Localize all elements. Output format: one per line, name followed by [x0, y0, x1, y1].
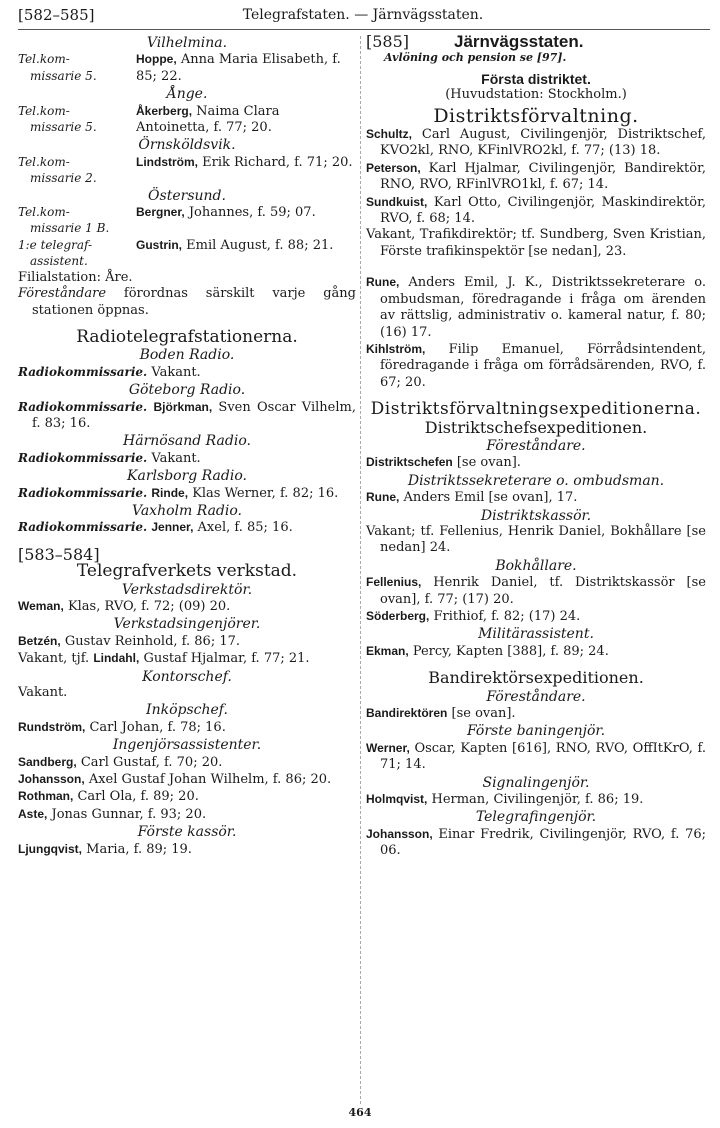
person-details: Herman, Civilingenjör, f. 86; 19. — [431, 792, 644, 808]
person-details: Vakant. — [151, 450, 201, 466]
forvaltning-heading: Distriktsförvaltning. — [433, 104, 639, 127]
person-details: Gustaf Hjalmar, f. 77; 21. — [143, 651, 310, 667]
right-column — [366, 34, 706, 860]
radio-station-name: Boden Radio. — [139, 347, 235, 364]
huvudstation: (Huvudstation: Stockholm.) — [445, 87, 627, 103]
person-details: Carl Ola, f. 89; 20. — [77, 789, 199, 805]
person-name: Weman, — [18, 599, 64, 613]
radio-station-name: Karlsborg Radio. — [127, 468, 247, 485]
person-name: Bandirektören — [366, 706, 448, 721]
person-details: Gustav Reinhold, f. 86; 17. — [64, 633, 241, 649]
person-details: Jonas Gunnar, f. 93; 20. — [51, 806, 207, 822]
person-name: Kihlström, — [366, 341, 426, 356]
person-details: Vakant. — [18, 685, 68, 701]
radio-heading: Radiotelegrafstationerna. — [76, 326, 298, 347]
person-entry — [366, 705, 706, 722]
title-line: missarie 5. — [30, 68, 97, 83]
radio-list — [18, 347, 356, 536]
column-separator — [360, 36, 361, 1104]
section-ref: [585] — [366, 32, 410, 51]
person-entry — [18, 788, 356, 805]
person-entry — [366, 227, 706, 260]
station-name: Östersund. — [148, 187, 226, 204]
role-heading: Förste baningenjör. — [466, 723, 606, 740]
station-title — [18, 154, 136, 187]
role-heading: Inköpschef. — [146, 702, 228, 719]
station-entry — [18, 154, 356, 187]
station-person — [136, 154, 356, 187]
person-entry — [18, 841, 356, 858]
title-line: missarie 2. — [30, 171, 97, 186]
person-details: Henrik Daniel, tf. Distriktskassör [se ovan], f. 77; (17) 20. — [380, 575, 706, 607]
title-line: missarie 5. — [30, 120, 97, 135]
station-person — [136, 103, 356, 137]
person-name: Werner, — [366, 740, 410, 755]
role-heading: Föreståndare. — [486, 437, 586, 454]
expeditions-heading: Distriktsförvaltningsexpeditionerna. — [370, 399, 702, 420]
person-name: Aste, — [18, 806, 48, 821]
person-entry — [18, 598, 356, 615]
section-ref: [583–584] — [18, 544, 100, 564]
person-entry — [18, 633, 356, 650]
radio-title: Radiokommissarie. — [18, 485, 148, 500]
person-name: Johansson, — [18, 772, 85, 787]
person-entry — [366, 643, 706, 660]
person-details: Vakant, Trafikdirektör; tf. Sundberg, Sven Kristian, Förste trafikinspektör [se nedan], 23. — [366, 227, 706, 259]
station-entry — [18, 51, 356, 85]
person-name: Johansson, — [366, 826, 433, 841]
person-name: Gustrin, — [136, 237, 183, 252]
person-entry — [18, 806, 356, 823]
person-details: Sven Oscar Vilhelm, f. 83; 16. — [32, 399, 356, 431]
person-name: Sandberg, — [18, 754, 77, 769]
radio-title: Radiokommissarie. — [18, 520, 148, 535]
running-title: Telegrafstaten. — Järnvägsstaten. — [242, 7, 484, 23]
person-entry — [366, 791, 706, 808]
person-entry — [366, 454, 706, 471]
avloning-note: Avlöning och pension se [97]. — [384, 51, 567, 65]
person-details: Naima Clara Antoinetta, f. 77; 20. — [136, 103, 280, 136]
person-details: Vakant. — [151, 364, 201, 380]
left-column — [18, 34, 356, 858]
station-title — [18, 237, 136, 270]
person-details: [se ovan]. — [451, 706, 516, 722]
station-entry — [18, 237, 356, 270]
person-details: Einar Fredrik, Civilingenjör, RVO, f. 76; 06. — [380, 826, 706, 859]
station-entry — [18, 103, 356, 137]
person-details: Karl Hjalmar, Civilingenjör, Bandirektör, RNO, RVO, RFinlVRO1kl, f. 67; 14. — [380, 160, 707, 193]
person-entry — [366, 126, 706, 160]
person-name: Lindström, — [136, 154, 198, 169]
person-name: Rune, — [366, 275, 400, 290]
radio-entry — [18, 364, 356, 381]
person-name: Betzén, — [18, 633, 61, 648]
title-line: 1:e telegraf- — [18, 237, 93, 252]
verkstad-heading: Telegrafverkets verkstad. — [76, 561, 298, 582]
entry-prefix: Vakant, tjf. — [18, 651, 90, 667]
title-line: Tel.kom- — [18, 154, 70, 169]
band-list — [366, 689, 706, 860]
radio-title: Radiokommissarie. — [18, 364, 148, 379]
role-heading: Bokhållare. — [495, 557, 577, 574]
person-details: Carl Johan, f. 78; 16. — [89, 719, 226, 735]
title-line: assistent. — [30, 254, 88, 269]
person-name: Rothman, — [18, 789, 74, 804]
person-entry — [366, 608, 706, 625]
district-heading: Första distriktet. — [481, 70, 591, 87]
role-heading: Signalingenjör. — [482, 774, 590, 791]
station-name: Vilhelmina. — [146, 35, 228, 51]
station-person — [136, 237, 356, 270]
person-entry — [18, 754, 356, 771]
person-details: Anders Emil, J. K., Distriktssekreterare o. ombudsman, föredragande i fråga om ärenden av rättslig, administrativ o. kameral natur, f. 80; (16) 17. — [380, 275, 706, 340]
person-details: Emil August, f. 88; 21. — [186, 237, 334, 253]
radio-title: Radiokommissarie. — [18, 450, 148, 465]
title-line: Tel.kom- — [18, 205, 70, 220]
chef-heading: Distriktschefsexpeditionen. — [424, 417, 648, 437]
person-details: Johannes, f. 59; 07. — [188, 205, 316, 221]
person-entry — [366, 160, 706, 194]
role-heading: Distriktskassör. — [480, 507, 592, 524]
person-name: Rinde, — [151, 485, 189, 500]
person-entry — [18, 771, 356, 788]
person-details: Percy, Kapten [388], f. 89; 24. — [412, 643, 609, 659]
page-number: 464 — [348, 1106, 372, 1119]
person-name: Björkman, — [153, 399, 213, 414]
person-name: Jenner, — [151, 520, 194, 535]
person-details: Carl August, Civilingenjör, Distriktschef, KVO2kl, RNO, KFinlVRO2kl, f. 77; (13) 18. — [380, 127, 706, 159]
person-details: Anna Maria Elisabeth, f. 85; 22. — [136, 52, 341, 84]
person-entry — [366, 524, 706, 557]
person-name: Fellenius, — [366, 575, 422, 590]
title-line: Tel.kom- — [18, 52, 70, 67]
person-details: Vakant; tf. Fellenius, Henrik Daniel, Bokhållare [se nedan] 24. — [366, 523, 706, 556]
person-details: Axel Gustaf Johan Wilhelm, f. 86; 20. — [88, 772, 332, 788]
station-list — [18, 35, 356, 270]
person-entry — [366, 194, 706, 228]
station-entry — [18, 204, 356, 237]
person-details: Carl Gustaf, f. 70; 20. — [80, 754, 223, 770]
title-line: missarie 1 B. — [30, 221, 110, 236]
station-title — [18, 103, 136, 137]
person-name: Distriktschefen — [366, 455, 453, 470]
person-entry — [366, 489, 706, 506]
radio-entry — [18, 450, 356, 467]
radio-station-name: Göteborg Radio. — [128, 382, 246, 399]
person-details: Oscar, Kapten [616], RNO, RVO, OffItKrO, f. 71; 14. — [380, 740, 706, 773]
person-name: Rundström, — [18, 719, 86, 734]
person-entry — [366, 574, 706, 608]
verkstad-list — [18, 582, 356, 859]
radio-entry — [18, 485, 356, 502]
section-title — [366, 34, 706, 50]
filial-station: Filialstation: Åre. — [18, 269, 133, 285]
person-name: Ekman, — [366, 643, 409, 658]
person-entry — [366, 826, 706, 860]
radio-entry — [18, 519, 356, 536]
person-name: Ljungqvist, — [18, 841, 82, 856]
role-heading: Distriktssekreterare o. ombudsman. — [407, 472, 665, 489]
role-heading: Kontorschef. — [142, 668, 232, 685]
person-entry — [18, 719, 356, 736]
section-heading: Järnvägsstaten. — [454, 32, 584, 51]
person-details: Klas Werner, f. 82; 16. — [192, 485, 339, 501]
role-heading: Förste kassör. — [137, 824, 237, 841]
role-heading: Verkstadsdirektör. — [121, 581, 253, 598]
role-heading: Ingenjörsassistenter. — [112, 737, 262, 754]
person-details: Maria, f. 89; 19. — [86, 841, 192, 857]
person-name: Rune, — [366, 490, 400, 505]
chef-list — [366, 438, 706, 660]
role-heading: Föreståndare. — [486, 688, 586, 705]
person-details: [se ovan]. — [456, 455, 521, 471]
person-name: Sundkuist, — [366, 194, 428, 209]
person-entry — [366, 341, 706, 391]
page-range: [582–585] — [18, 6, 95, 24]
person-details: Erik Richard, f. 71; 20. — [202, 154, 353, 170]
person-entry — [18, 685, 356, 701]
role-heading: Verkstadsingenjörer. — [113, 616, 261, 633]
person-details: Filip Emanuel, Förrådsintendent, föredragande i fråga om förrådsärenden, RVO, f. 67; 20. — [380, 341, 707, 390]
person-details: Anders Emil [se ovan], 17. — [403, 490, 578, 506]
header-rule — [18, 29, 710, 30]
radio-station-name: Vaxholm Radio. — [132, 502, 242, 519]
person-name: Holmqvist, — [366, 792, 428, 807]
person-details: Klas, RVO, f. 72; (09) 20. — [67, 599, 231, 614]
forestandare-note: Föreståndare förordnas särskilt varje gång stationen öppnas. — [18, 286, 356, 318]
radio-station-name: Härnösand Radio. — [123, 433, 251, 450]
station-title — [18, 51, 136, 85]
person-name: Lindahl, — [93, 651, 140, 666]
person-name: Bergner, — [136, 205, 185, 220]
station-person — [136, 51, 356, 85]
radio-entry — [18, 399, 356, 433]
person-name: Söderberg, — [366, 609, 430, 623]
person-details: Karl Otto, Civilingenjör, Maskindirektör, RVO, f. 68; 14. — [380, 194, 706, 227]
person-details: Frithiof, f. 82; (17) 24. — [433, 609, 581, 624]
role-heading: Telegrafingenjör. — [475, 809, 597, 826]
station-name: Ånge. — [166, 86, 208, 103]
person-entry — [18, 650, 356, 667]
person-entry — [366, 740, 706, 774]
station-person — [136, 204, 356, 237]
person-details: Axel, f. 85; 16. — [197, 520, 293, 536]
band-heading: Bandirektörsexpeditionen. — [428, 668, 644, 688]
station-name: Örnsköldsvik. — [138, 137, 236, 154]
person-name: Hoppe, — [136, 52, 177, 67]
forvaltning-list — [366, 126, 706, 391]
person-name: Åkerberg, — [136, 103, 193, 118]
person-entry — [366, 274, 706, 341]
person-name: Peterson, — [366, 160, 421, 175]
title-line: Tel.kom- — [18, 103, 70, 118]
running-header — [18, 6, 708, 28]
station-title — [18, 204, 136, 237]
role-heading: Militärassistent. — [478, 626, 594, 643]
radio-title: Radiokommissarie. — [18, 399, 148, 414]
person-name: Schultz, — [366, 127, 413, 142]
